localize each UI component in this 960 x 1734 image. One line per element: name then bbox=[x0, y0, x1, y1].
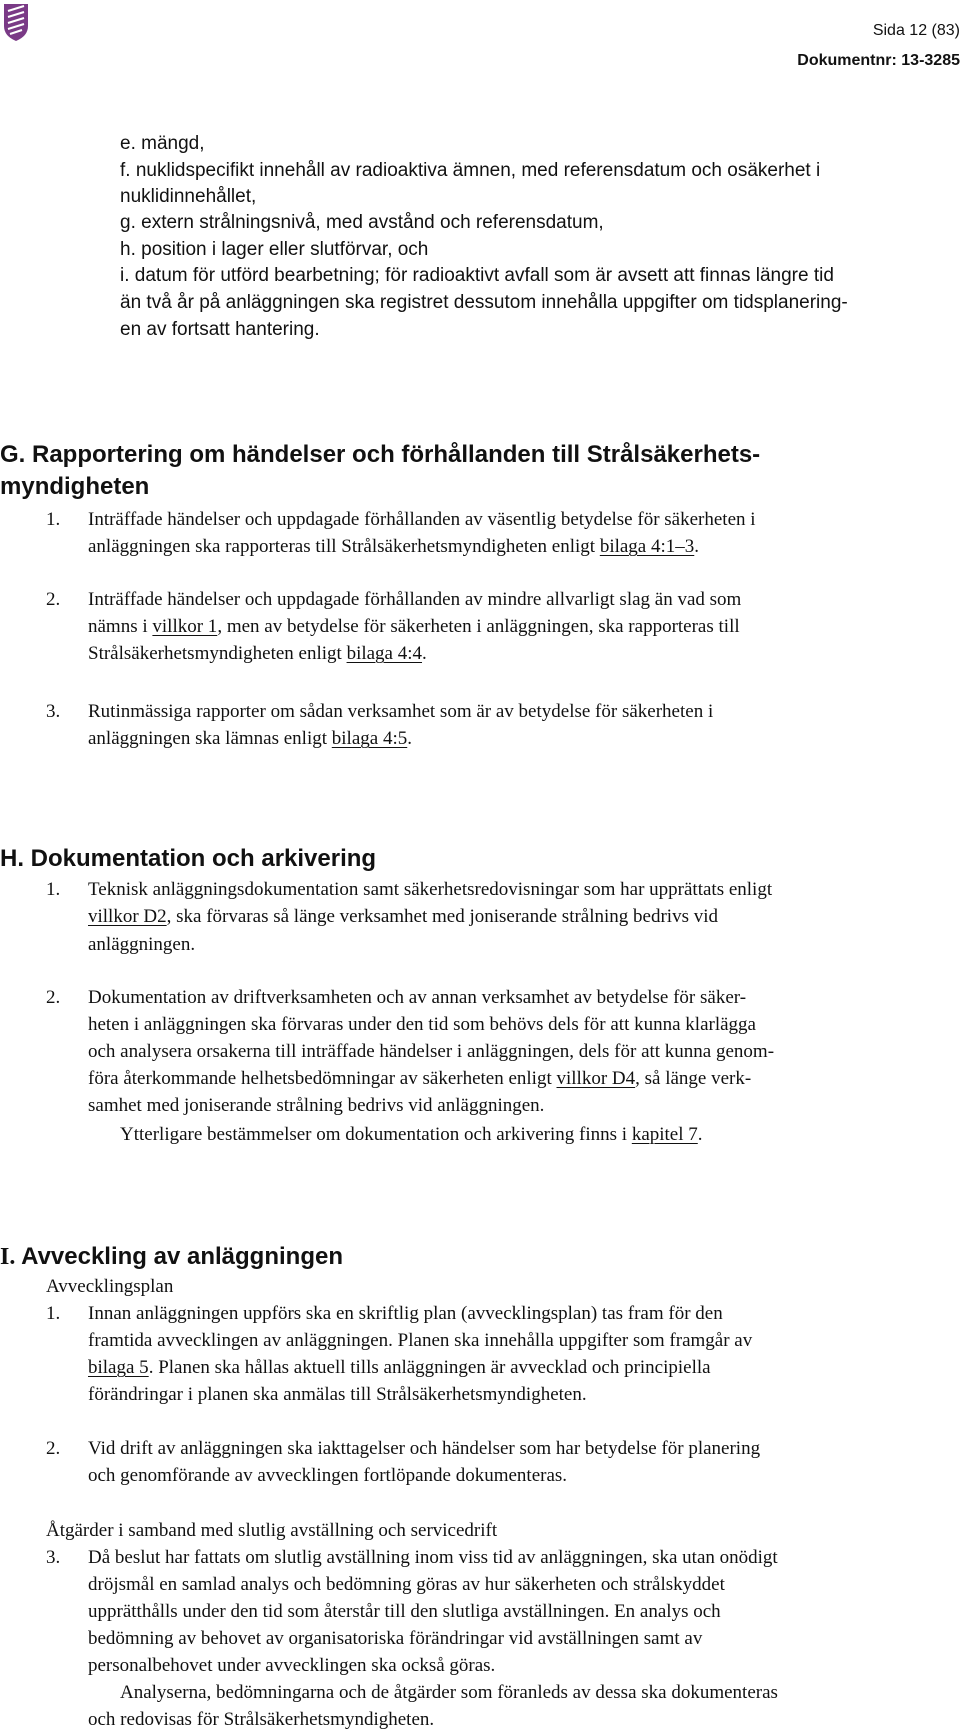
paragraph-line: anläggningen ska lämnas enligt bilaga 4:5. bbox=[88, 728, 412, 749]
list-number: 1. bbox=[46, 879, 61, 900]
paragraph-line: Innan anläggningen uppförs ska en skriftlig plan (avvecklingsplan) tas fram för den bbox=[88, 1303, 723, 1324]
list-item-i-cont: en av fortsatt hantering. bbox=[120, 319, 320, 340]
link-villkor-d4[interactable]: villkor D4 bbox=[556, 1068, 636, 1089]
paragraph-line: personalbehovet under avvecklingen ska också göras. bbox=[88, 1655, 496, 1676]
paragraph-line: Teknisk anläggningsdokumentation samt säkerhetsredovisningar som har upprättats enligt bbox=[88, 879, 773, 900]
link-bilaga-4-4[interactable]: bilaga 4:4 bbox=[346, 643, 423, 664]
list-item-h: h. position i lager eller slutförvar, och bbox=[120, 239, 429, 260]
paragraph-line: Inträffade händelser och uppdagade förhållanden av mindre allvarligt slag än vad som bbox=[88, 589, 742, 610]
paragraph-line: nämns i villkor 1, men av betydelse för säkerheten i anläggningen, ska rapporteras till bbox=[88, 616, 740, 637]
list-number: 1. bbox=[46, 1303, 61, 1324]
paragraph-line: heten i anläggningen ska förvaras under den tid som behövs dels för att kunna klarlägga bbox=[88, 1014, 756, 1035]
paragraph-line: samhet med joniserande strålning bedrivs vid anläggningen. bbox=[88, 1095, 545, 1116]
subheading: Avvecklingsplan bbox=[46, 1276, 174, 1297]
list-item-f-cont: nuklidinnehållet, bbox=[120, 186, 257, 207]
list-number: 3. bbox=[46, 701, 61, 722]
paragraph-line: framtida avvecklingen av anläggningen. Planen ska innehålla uppgifter som framgår av bbox=[88, 1330, 753, 1351]
link-kapitel-7[interactable]: kapitel 7 bbox=[631, 1124, 698, 1145]
paragraph-line: anläggningen ska rapporteras till Strålsäkerhetsmyndigheten enligt bilaga 4:1–3. bbox=[88, 536, 700, 557]
paragraph-line: Rutinmässiga rapporter om sådan verksamhet som är av betydelse för säkerheten i bbox=[88, 701, 714, 722]
paragraph-line: förändringar i planen ska anmälas till Strålsäkerhetsmyndigheten. bbox=[88, 1384, 587, 1405]
paragraph-line: upprätthålls under den tid som återstår till den slutliga avställningen. En analys och bbox=[88, 1601, 721, 1622]
paragraph-line: villkor D2, ska förvaras så länge verksamhet med joniserande strålning bedrivs vid bbox=[88, 906, 719, 927]
paragraph-line: Ytterligare bestämmelser om dokumentation och arkivering finns i kapitel 7. bbox=[120, 1124, 703, 1145]
document-number: Dokumentnr: 13-3285 bbox=[797, 52, 960, 69]
section-i-heading: I. Avveckling av anläggningen bbox=[0, 1243, 343, 1270]
paragraph-line: och analysera orsakerna till inträffade händelser i anläggningen, dels för att kunna genom- bbox=[88, 1041, 775, 1062]
link-bilaga-5[interactable]: bilaga 5 bbox=[88, 1357, 149, 1378]
authority-logo-icon bbox=[2, 2, 30, 42]
link-bilaga-4-5[interactable]: bilaga 4:5 bbox=[331, 728, 408, 749]
section-g-heading: G. Rapportering om händelser och förhållanden till Strålsäkerhets- bbox=[0, 441, 761, 468]
list-number: 2. bbox=[46, 589, 61, 610]
list-number: 2. bbox=[46, 987, 61, 1008]
list-item-e: e. mängd, bbox=[120, 133, 205, 154]
list-number: 3. bbox=[46, 1547, 61, 1568]
subheading: Åtgärder i samband med slutlig avställning och servicedrift bbox=[46, 1520, 498, 1541]
paragraph-line: bedömning av behovet av organisatoriska förändringar vid avställningen samt av bbox=[88, 1628, 703, 1649]
paragraph-line: Dokumentation av driftverksamheten och av annan verksamhet av betydelse för säker- bbox=[88, 987, 747, 1008]
list-item-i: i. datum för utförd bearbetning; för radioaktivt avfall som är avsett att finnas längre tid bbox=[120, 265, 834, 286]
section-h-heading: H. Dokumentation och arkivering bbox=[0, 845, 377, 872]
paragraph-line: Strålsäkerhetsmyndigheten enligt bilaga 4:4. bbox=[88, 643, 427, 664]
page-number: Sida 12 (83) bbox=[872, 22, 960, 39]
paragraph-line: bilaga 5. Planen ska hållas aktuell tills anläggningen är avvecklad och principiella bbox=[88, 1357, 711, 1378]
paragraph-line: föra återkommande helhetsbedömningar av säkerheten enligt villkor D4, så länge verk- bbox=[88, 1068, 752, 1089]
link-bilaga-4-1-3[interactable]: bilaga 4:1–3 bbox=[599, 536, 695, 557]
link-villkor-1[interactable]: villkor 1 bbox=[152, 616, 218, 637]
link-villkor-d2[interactable]: villkor D2 bbox=[88, 906, 167, 927]
list-item-f: f. nuklidspecifikt innehåll av radioaktiva ämnen, med referensdatum och osäkerhet i bbox=[120, 160, 821, 181]
list-number: 2. bbox=[46, 1438, 61, 1459]
list-number: 1. bbox=[46, 509, 61, 530]
paragraph-line: anläggningen. bbox=[88, 934, 196, 955]
paragraph-line: dröjsmål en samlad analys och bedömning göras av hur säkerheten och strålskyddet bbox=[88, 1574, 725, 1595]
list-item-g: g. extern strålningsnivå, med avstånd och referensdatum, bbox=[120, 212, 604, 233]
paragraph-line: Då beslut har fattats om slutlig avställning inom viss tid av anläggningen, ska utan onödigt bbox=[88, 1547, 778, 1568]
paragraph-line: Vid drift av anläggningen ska iakttagelser och händelser som har betydelse för planering bbox=[88, 1438, 761, 1459]
section-g-heading-cont: myndigheten bbox=[0, 473, 150, 500]
paragraph-line: och redovisas för Strålsäkerhetsmyndigheten. bbox=[88, 1709, 435, 1730]
paragraph-line: Analyserna, bedömningarna och de åtgärder som föranleds av dessa ska dokumenteras bbox=[120, 1682, 778, 1703]
paragraph-line: Inträffade händelser och uppdagade förhållanden av väsentlig betydelse för säkerheten i bbox=[88, 509, 756, 530]
list-item-i-cont: än två år på anläggningen ska registret dessutom innehålla uppgifter om tidsplanering- bbox=[120, 292, 848, 313]
paragraph-line: och genomförande av avvecklingen fortlöpande dokumenteras. bbox=[88, 1465, 568, 1486]
